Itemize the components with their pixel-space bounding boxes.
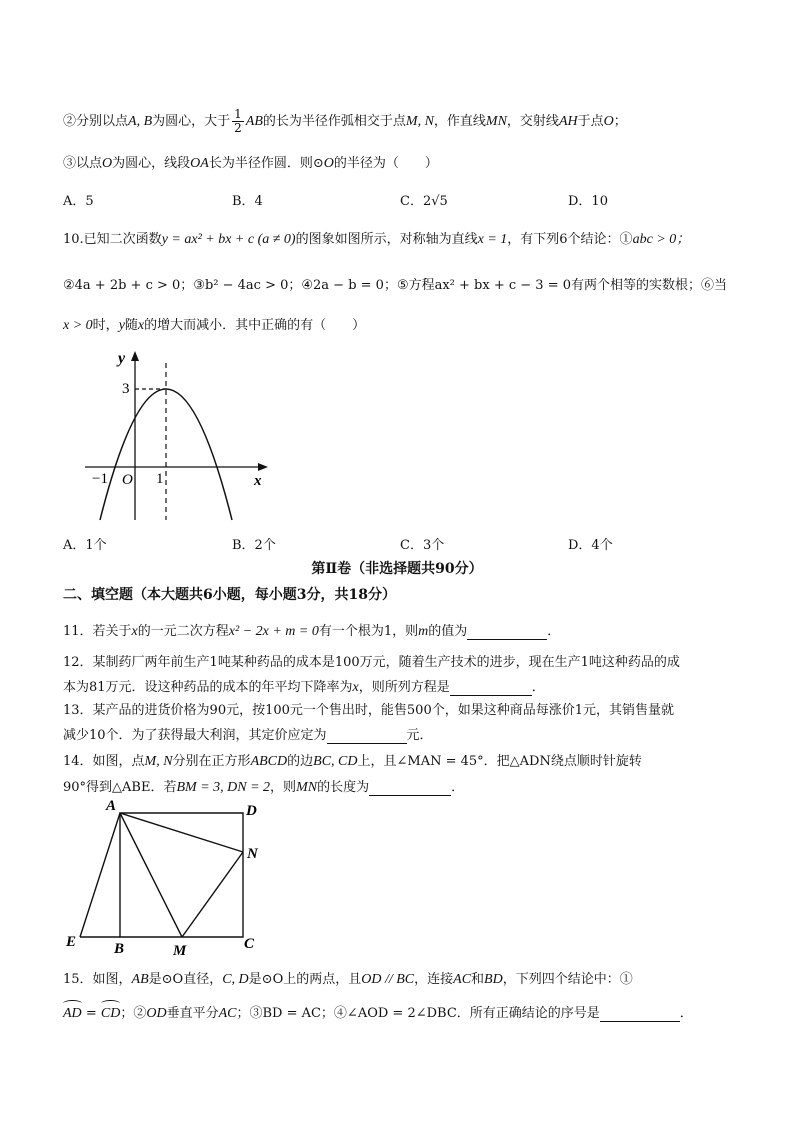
segment-ae bbox=[80, 813, 120, 937]
q9-option-c: C．2√5 bbox=[400, 194, 448, 209]
q11: 11．若关于x的一元二次方程x² − 2x + m = 0有一个根为1，则m的值为 ． bbox=[63, 624, 561, 639]
label-one: 1 bbox=[156, 471, 164, 487]
q9-step2: ②分别以点A, B为圆心，大于 $\frac{1}{2}$ AB的长为半径作弧相交于点M, N，作直线MN，交射线AH于点O； bbox=[63, 107, 627, 135]
q14-answer-blank[interactable] bbox=[369, 780, 451, 796]
part2-title: 第Ⅱ卷（非选择题共90分） bbox=[311, 561, 483, 577]
q10-line1: 10.已知二次函数y = ax² + bx + c (a ≠ 0)的图象如图所示，对称轴为直线x = 1，有下列6个结论：①abc > 0； bbox=[63, 232, 691, 247]
q12-line2: 本为81万元．设这种药品的成本的年平均下降率为x，则所列方程是 ． bbox=[63, 680, 545, 695]
q10-option-a: A．1个 bbox=[63, 538, 107, 553]
label-d: D bbox=[246, 803, 257, 819]
label-c: C bbox=[244, 936, 255, 952]
q10-line3: x > 0时，y随x的增大而减小．其中正确的有（ ） bbox=[63, 318, 366, 333]
q11-answer-blank[interactable] bbox=[467, 624, 547, 640]
label-minus-one: −1 bbox=[92, 471, 108, 487]
q10-line2: ②4a + 2b + c > 0；③b² − 4ac > 0；④2a − b = 0；⑤方程ax² + bx + c − 3 = 0有两个相等的实数根；⑥当 bbox=[63, 278, 728, 293]
y-label: y bbox=[118, 350, 126, 367]
fraction-one-half: $\frac{1}{2}$ bbox=[234, 107, 242, 135]
arc-mark-ad bbox=[63, 1000, 82, 1007]
parabola-graph bbox=[80, 345, 280, 525]
segment-mn bbox=[182, 852, 243, 937]
q9-option-a: A．5 bbox=[63, 194, 94, 209]
label-three: 3 bbox=[122, 381, 130, 397]
label-e: E bbox=[66, 934, 77, 950]
q14-line1: 14．如图，点M, N分别在正方形ABCD的边BC, CD上，且∠MAN = 45°．把△ADN绕点顺时针旋转 bbox=[63, 754, 642, 769]
label-a: A bbox=[106, 798, 117, 814]
q9-option-d: D．10 bbox=[568, 194, 608, 209]
q15-line1: 15．如图，AB是⊙O直径，C, D是⊙O上的两点，且OD // BC，连接AC和BD，下列四个结论中：① bbox=[63, 972, 633, 987]
q13-answer-blank[interactable] bbox=[327, 728, 407, 744]
square-figure bbox=[60, 795, 280, 960]
x-label: x bbox=[254, 473, 262, 489]
q12-answer-blank[interactable] bbox=[450, 680, 532, 696]
q9-option-b: B．4 bbox=[232, 194, 263, 209]
q14-line2: 90°得到△ABE．若BM = 3, DN = 2，则MN的长度为 ． bbox=[63, 780, 465, 795]
q13-line1: 13．某产品的进货价格为90元，按100元一个售出时，能售500个，如果这种商品每涨价1元，其销售量就 bbox=[63, 703, 674, 718]
q10-option-c: C．3个 bbox=[400, 538, 445, 553]
arc-mark-cd bbox=[101, 1000, 120, 1007]
label-origin: O bbox=[122, 472, 133, 488]
arc-cd: CD bbox=[101, 1002, 120, 1022]
q12-line1: 12．某制药厂两年前生产1吨某种药品的成本是100万元，随着生产技术的进步，现在生产1吨这种药品的成 bbox=[63, 655, 680, 670]
y-axis-arrow bbox=[131, 351, 139, 361]
q10-option-d: D．4个 bbox=[568, 538, 613, 553]
label-b: B bbox=[114, 941, 125, 957]
q15-line2: AD = CD；②OD垂直平分AC；③BD = AC；④∠AOD = 2∠DBC．所有正确结论的序号是 ． bbox=[63, 1002, 693, 1022]
q9-step3: ③以点O为圆心，线段OA长为半径作圆．则⊙O的半径为（ ） bbox=[63, 156, 438, 171]
segment-an bbox=[120, 813, 243, 852]
section2-title: 二、填空题（本大题共6小题，每小题3分，共18分） bbox=[63, 587, 396, 603]
label-n: N bbox=[247, 846, 258, 862]
x-axis-arrow bbox=[258, 463, 268, 471]
q15-answer-blank[interactable] bbox=[600, 1006, 680, 1022]
q13-line2: 减少10个．为了获得最大利润，其定价应定为 元． bbox=[63, 728, 433, 743]
arc-ad: AD bbox=[63, 1002, 82, 1022]
q10-option-b: B．2个 bbox=[232, 538, 276, 553]
label-m: M bbox=[173, 943, 187, 959]
square-abcd bbox=[120, 813, 243, 937]
segment-am bbox=[120, 813, 182, 937]
